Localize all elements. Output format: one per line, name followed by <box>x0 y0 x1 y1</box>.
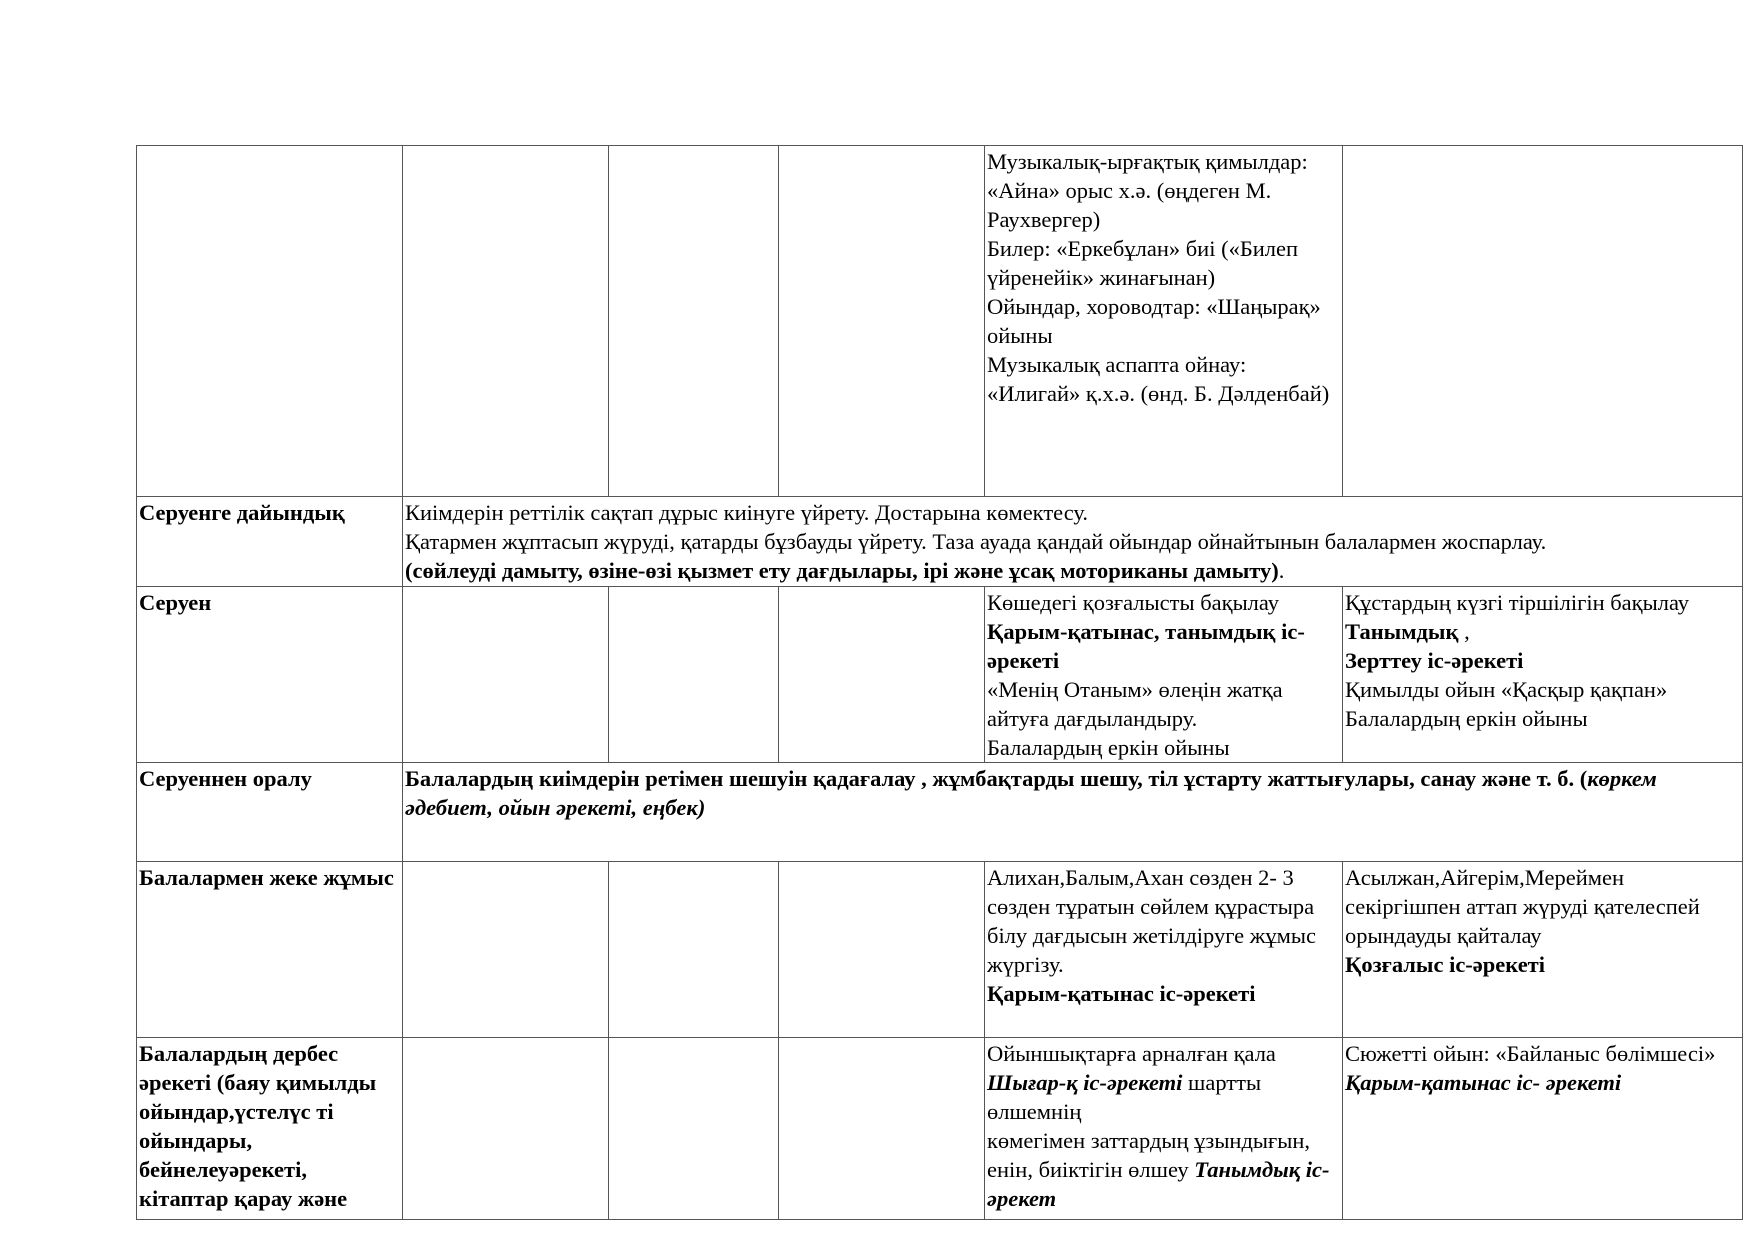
cell-text-bold-italic: Шығар-қ іс-әрекеті <box>987 1070 1183 1095</box>
table-row <box>137 862 1743 1038</box>
independent-activity-cell <box>1343 1038 1743 1220</box>
empty-cell <box>403 1038 609 1220</box>
cell-text: Қимылды ойын «Қасқыр қақпан» <box>1345 677 1668 702</box>
empty-cell <box>403 587 609 763</box>
cell-text-bold: Балалардың киімдерін ретімен шешуін қадағалау , жұмбақтарды шешу, тіл ұстарту жаттығулары, санау және т. б. ( <box>405 766 1588 791</box>
table-row <box>137 763 1743 862</box>
return-from-walk-cell <box>403 763 1743 862</box>
cell-text: , <box>1458 619 1470 644</box>
cell-text: Алихан,Балым,Ахан сөзден 2- 3 сөзден тұратын сөйлем құрастыра білу дағдысын жетілдіруге жұмыс жүргізу. <box>987 865 1316 977</box>
row-label-cell <box>137 146 403 497</box>
cell-text: «Менің Отаным» өлеңін жатқа айтуға дағдыландыру. <box>987 677 1283 731</box>
row-label-cell: Серуен <box>137 587 403 763</box>
independent-activity-cell <box>985 1038 1343 1220</box>
cell-text: Асылжан,Айгерім,Мереймен секіргішпен аттап жүруді қателеспей орындауды қайталау <box>1345 865 1700 948</box>
cell-text-bold-italic: Танымдық іс-әрекет <box>987 1157 1330 1211</box>
empty-cell <box>609 587 779 763</box>
table-row <box>137 587 1743 763</box>
empty-cell <box>1343 146 1743 497</box>
empty-cell <box>403 146 609 497</box>
cell-text-bold: Зерттеу іс-әрекеті <box>1345 648 1524 673</box>
cell-text-line <box>405 556 1740 585</box>
cell-text: шартты өлшемнің <box>987 1070 1262 1124</box>
cell-text-bold-italic: көркем әдебиет, ойын әрекеті, еңбек) <box>405 766 1657 820</box>
empty-cell <box>609 862 779 1038</box>
cell-text: Ойыншықтарға арналған қала <box>987 1041 1276 1066</box>
table-row <box>137 497 1743 587</box>
table-row <box>137 1038 1743 1220</box>
individual-work-cell <box>985 862 1343 1038</box>
cell-text-bold: Қарым-қатынас іс-әрекеті <box>987 981 1256 1006</box>
cell-text: Құстардың күзгі тіршілігін бақылау <box>1345 590 1690 615</box>
empty-cell <box>779 862 985 1038</box>
cell-text-bold-italic: Қарым-қатынас іс- әрекеті <box>1345 1070 1622 1095</box>
cell-text: Сюжетті ойын: «Байланыс бөлімшесі» <box>1345 1041 1716 1066</box>
cell-text-line <box>1345 617 1740 646</box>
row-label-cell: Балалардың дербес әрекеті (баяу қимылды ойындар,үстелүс ті ойындары, бейнелеуәрекеті, кітаптар қарау және <box>137 1038 403 1220</box>
empty-cell <box>779 1038 985 1220</box>
table-row <box>137 146 1743 497</box>
cell-text-bold: Қозғалыс іс-әрекеті <box>1345 952 1545 977</box>
cell-text: Музыкалық-ырғақтық қимылдар: <box>987 149 1308 174</box>
empty-cell <box>609 1038 779 1220</box>
cell-text: көмегімен заттардың ұзындығын, енін, биіктігін өлшеу <box>987 1128 1311 1182</box>
empty-cell <box>403 862 609 1038</box>
music-activity-cell <box>985 146 1343 497</box>
row-label-cell: Серуеннен оралу <box>137 763 403 862</box>
cell-text: Билер: «Еркебұлан» биі («Билеп үйренейік» жинағынан) <box>987 236 1299 290</box>
cell-text-line <box>987 1068 1340 1126</box>
cell-text: Көшедегі қозғалысты бақылау <box>987 590 1280 615</box>
cell-text: «Айна» орыс х.ә. (өңдеген М. Раухвергер) <box>987 178 1272 232</box>
cell-text: Ойындар, хороводтар: «Шаңырақ» ойыны <box>987 294 1321 348</box>
cell-text-bold: Қарым-қатынас, танымдық іс-әрекеті <box>987 619 1305 673</box>
weekly-plan-table <box>136 145 1743 1220</box>
cell-text: Музыкалық аспапта ойнау: «Илигай» қ.х.ә. (өнд. Б. Дәлденбай) <box>987 352 1330 406</box>
cell-text-line <box>987 1126 1340 1213</box>
walk-activity-cell <box>985 587 1343 763</box>
individual-work-cell <box>1343 862 1743 1038</box>
row-label-cell: Серуенге дайындық <box>137 497 403 587</box>
empty-cell <box>779 146 985 497</box>
cell-text: . <box>1278 558 1285 583</box>
cell-text: Киімдерін реттілік сақтап дұрыс киінуге үйрету. Достарына көмектесу. <box>405 500 1089 525</box>
cell-text-bold: (сөйлеуді дамыту, өзіне-өзі қызмет ету дағдылары, ірі және ұсақ моториканы дамыту) <box>405 558 1279 583</box>
walk-activity-cell <box>1343 587 1743 763</box>
cell-text: Қатармен жұптасып жүруді, қатарды бұзбауды үйрету. Таза ауада қандай ойындар ойнайтынын балалармен жоспарлау. <box>405 529 1547 554</box>
walk-preparation-cell <box>403 497 1743 587</box>
row-label-cell: Балалармен жеке жұмыс <box>137 862 403 1038</box>
cell-text-bold: Танымдық <box>1345 619 1459 644</box>
empty-cell <box>779 587 985 763</box>
empty-cell <box>609 146 779 497</box>
cell-text: Балалардың еркін ойыны <box>987 735 1230 760</box>
cell-text: Балалардың еркін ойыны <box>1345 706 1588 731</box>
